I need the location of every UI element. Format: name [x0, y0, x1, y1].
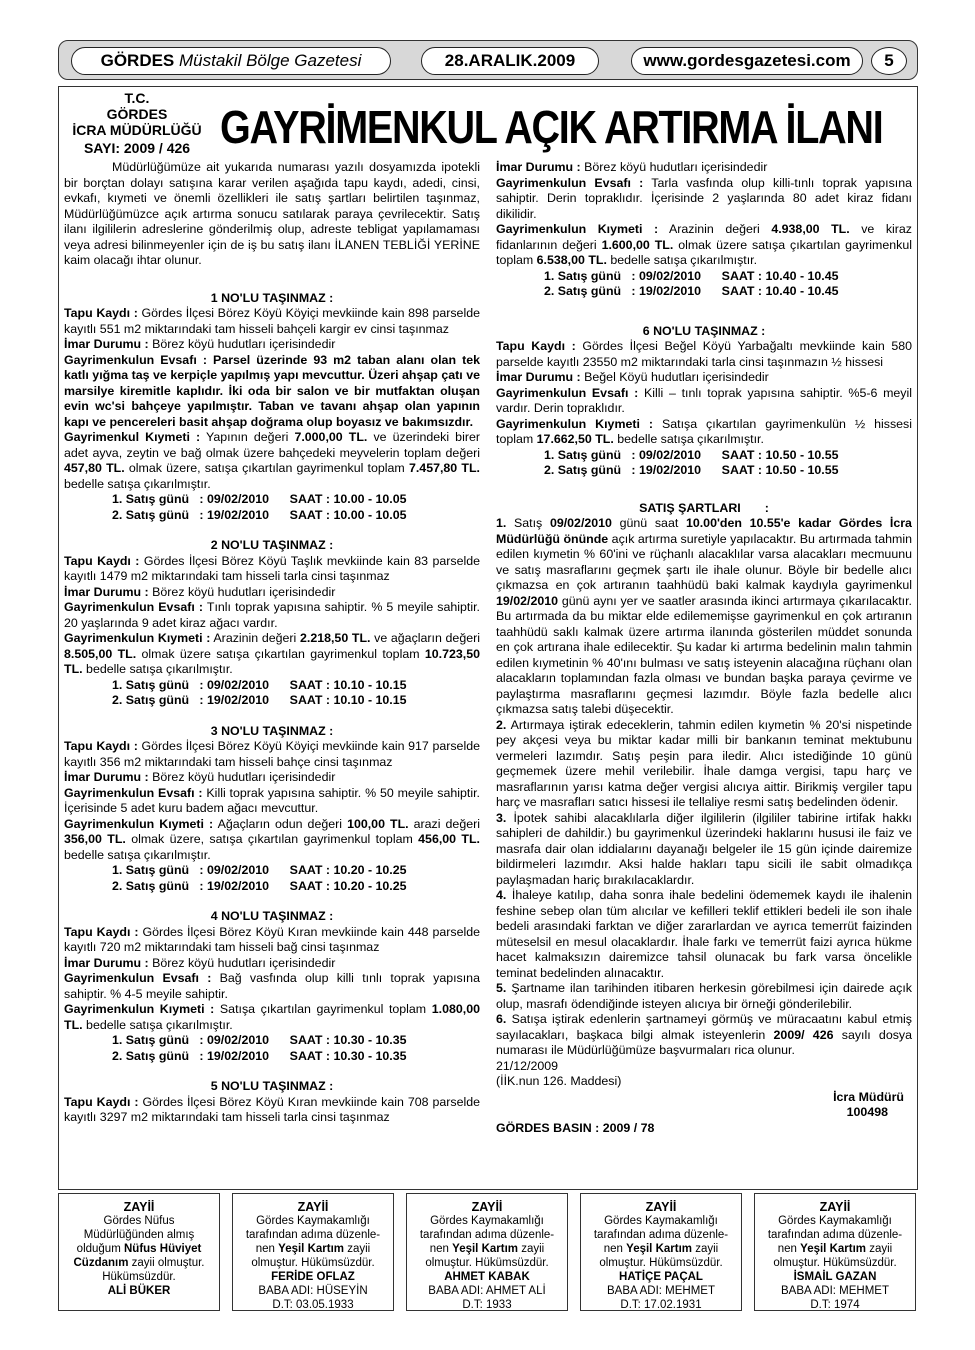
signature-number: 100498 — [846, 1105, 888, 1119]
t5-kiymet: Gayrimenkulun Kıymeti : Arazinin değeri 4.938,00 TL. ve kiraz fidanlarının değeri 1.600,00 TL. olmak üzere satışa çıkartılan gayrimenkul toplam 6.538,00 TL. bedelle satışa çıkarılmıştır. — [496, 222, 912, 267]
t6-heading: 6 NO'LU TAŞINMAZ : — [642, 323, 766, 338]
condition-4: 4. İhaleye katılıp, daha sonra ihale bedelini ödememek kaydı ile ihalenin feshine sebep olan tüm alıcılar ve kefilleri teklif ettikleri bedeli ile son ihale bedeli arasındaki farktan ve diğer zararlardan ve ayrıca temerrüt faizinden müteselsil en mesul olacaklardır. İhale farkı ve temerrüt faizi ayrıca hükme hacet kalmaksızın dairemizce tahsil olunacak bu fark varsa öncelikle teminat bedelinden alınacaktır. — [496, 888, 912, 980]
lost-notice-2: ZAYİİ Gördes Kaymakamlığı tarafından adıma düzenle- nen Yeşil Kartım zayii olmuştur. Hükümsüzdür. FERİDE OFLAZ BABA ADI: HÜSEYİN D.T: 03.05.1933 — [232, 1193, 394, 1311]
t4-heading: 4 NO'LU TAŞINMAZ : — [210, 909, 334, 923]
office-line-2: GÖRDES — [106, 106, 168, 122]
condition-1: 1. Satış 09/02/2010 günü saat 10.00'den 10.55'e kadar Gördes İcra Müdürlüğü önünde açık artırma suretiyle yapılacaktır. Bu artırmada tahmin edilen kıymetin % 60'ini ve rüçhanlı alacaklılar varsa alacakları mecmuunu ve satış masraflarını geçmek şartı ile ihale olunur. Böyle bir bedelle alıcı çıkmazsa en çok artıranın taahhüdü baki kalmak kaydıyla gayrimenkul 19/02/2010 günü aynı yer ve saatler arasında ikinci artırmaya çıkarılacaktır. Bu artırmada da bu miktar elde edilememişse gayrimenkul en çok artıranın taahhüdü saklı kalmak üzere artırma ilanında gösterilen müddet sonunda en çok artırana ihale edilecektir. Şu kadar ki artırma bedelinin malın tahmin edilen kıymetinin % 40'ını bulması ve satış isteyenin alacağına rüçhanı olan alacakların toplamından fazla olması ve bundan başka paraya çevirme ve paylaştırma masraflarını geçmesi lazımdır. Böyle fazla bedelle alıcı çıkmazsa satış talebi düşecektir. — [496, 516, 912, 716]
office-line-1: T.C. — [124, 90, 150, 106]
lost-notices — [58, 1193, 916, 1315]
t4-sale-2: 2. Satış günü : 19/02/2010 SAAT : 10.30 - 10.35 — [112, 1048, 407, 1063]
t1-imar: İmar Durumu : Börez köyü hudutları içerisindedir — [64, 337, 336, 351]
masthead-bar — [58, 40, 918, 80]
lost-notice-5: ZAYİİ Gördes Kaymakamlığı tarafından adıma düzenle- nen Yeşil Kartım zayii olmuştur. Hükümsüzdür. İSMAİL GAZAN BABA ADI: MEHMET D.T: 1974 — [754, 1193, 916, 1311]
t2-sale-2: 2. Satış günü : 19/02/2010 SAAT : 10.10 - 10.15 — [112, 693, 407, 707]
t3-imar: İmar Durumu : Börez köyü hudutları içerisindedir — [64, 770, 336, 784]
t4-evsaf: Gayrimenkulun Evsafı : Bağ vasfında olup killi tınlı toprak yapısına sahiptir. % 4-5 meyile sahiptir. — [64, 971, 480, 1001]
t3-heading: 3 NO'LU TAŞINMAZ : — [210, 723, 334, 738]
t5-tapu: Tapu Kaydı : Gördes İlçesi Börez Köyü Kıran mevkiinde kain 708 parselde kayıtlı 3297 m2 miktarındaki tam hisseli tarla cinsi taşınmaz — [64, 1094, 480, 1124]
t2-evsaf: Gayrimenkulun Evsafı : Tınlı toprak yapısına sahiptir. % 5 meyile sahiptir. 20 yaşlarında 9 adet kiraz ağacı vardır. — [64, 600, 480, 630]
office-line-3: İCRA MÜDÜRLÜĞÜ — [72, 122, 202, 138]
t4-imar: İmar Durumu : Börez köyü hudutları içerisindedir — [64, 955, 336, 970]
condition-2: 2. Artırmaya iştirak edeceklerin, tahmin edilen kıymetin % 20'si nispetinde pey akçesi veya bu miktar kadar milli bir bankanın teminat mektubunu vermeleri lazımdır. Satış peşin para iledir. Alıcı istediğinde 10 günü geçmemek üzere mehil verilebilir. İhale damga vergisi, tapu harç ve masraflarının yarısı katma değer vergisi alıcıya aittir. Birikmiş vergiler tapu harç ve masrafları satıcı hissesi ile tellaliye resmi satış bedelinden ödenir. — [496, 717, 912, 809]
t2-imar: İmar Durumu : Börez köyü hudutları içerisindedir — [64, 584, 336, 599]
left-column — [64, 160, 480, 1126]
t6-sale-1: 1. Satış günü : 09/02/2010 SAAT : 10.50 - 10.55 — [544, 447, 839, 462]
website[interactable]: www.gordesgazetesi.com — [631, 47, 863, 75]
lost-notice-1: ZAYİİ Gördes Nüfus Müdürlüğünden almış olduğum Nüfus Hüviyet Cüzdanım zayii olmuştur. Hükümsüzdür. ALİ BÜKER — [58, 1193, 220, 1311]
t3-sale-1: 1. Satış günü : 09/02/2010 SAAT : 10.20 - 10.25 — [112, 863, 407, 877]
t6-kiymet: Gayrimenkulun Kıymeti : Satışa çıkartılan gayrimenkulün ½ hissesi toplam 17.662,50 TL. bedelle satışa çıkarılmıştır. — [496, 416, 912, 446]
t1-evsaf: Gayrimenkulun Evsafı : Parsel üzerinde 93 m2 taban alanı olan tek katlı yığma taş ve kerpiçle yapılmış yapı mevcuttur. Üzeri ahşap çatı ve marsilye kiremitle kaplıdır. İki oda bir salon ve bir mutfaktan oluşan evin wc'si bahçeye yapılmıştır. Taban ve tavanı ahşap olan yapının kapı ve pencereleri basit ahşap doğrama olup boyasız ve bakımsızdır. — [64, 352, 480, 429]
lost-notice-4: ZAYİİ Gördes Kaymakamlığı tarafından adıma düzenle- nen Yeşil Kartım zayii olmuştur. Hükümsüzdür. HATİÇE PAÇAL BABA ADI: MEHMET D.T: 17.02.1931 — [580, 1193, 742, 1311]
paper-name-pill — [71, 47, 391, 75]
condition-5: 5. Şartname ilan tarihinden itibaren herkesin görebilmesi için dairede açık olup, masrafı ödendiğinde isteyen alıcıya bir örneği gönderilebilir. — [496, 981, 912, 1011]
t4-tapu: Tapu Kaydı : Gördes İlçesi Börez Köyü Kıran mevkiinde kain 448 parselde kayıtlı 720 m2 miktarındaki tam hisseli bağ cinsi taşınmaz — [64, 924, 480, 954]
paper-name: GÖRDES — [100, 51, 175, 70]
t2-heading: 2 NO'LU TAŞINMAZ : — [210, 538, 334, 552]
t6-evsaf: Gayrimenkulun Evsafı : Killi – tınlı toprak yapısına sahiptir. %5-6 meyil vardır. Derin topraklıdır. — [496, 385, 912, 415]
page-number: 5 — [871, 47, 907, 75]
t1-sale-1: 1. Satış günü : 09/02/2010 SAAT : 10.00 - 10.05 — [112, 492, 407, 506]
intro-text: Müdürlüğümüze ait yukarıda numarası yazılı dosyamızda ipotekli bir borçtan dolayı satışına karar verilen aşağıda tapu kaydı, adedi, cinsi, evkafı, kıymeti ve önemli özellikleri ile satış şartları belirtilen taşınmaz, Müdürlüğümüzce açık artırma sonucu satılarak paraya çevrilecektir. Satış ilanı ilgililerin adreslerine gönderilmiş olup, adreste tebligat yapılamaması veya adresi bilinmeyenler için de iş bu satış ilanı İLANEN TEBLİĞİ YERİNE kaim olacağı ihtar olunur. — [64, 160, 480, 267]
t5-imar: İmar Durumu : Börez köyü hudutları içerisindedir — [496, 160, 768, 174]
t1-sale-2: 2. Satış günü : 19/02/2010 SAAT : 10.00 - 10.05 — [112, 507, 407, 522]
t5-sale-1: 1. Satış günü : 09/02/2010 SAAT : 10.40 - 10.45 — [544, 268, 839, 283]
t6-imar: İmar Durumu : Beğel Köyü hudutları içerisindedir — [496, 370, 769, 384]
t5-sale-2: 2. Satış günü : 19/02/2010 SAAT : 10.40 - 10.45 — [544, 284, 839, 298]
t6-sale-2: 2. Satış günü : 19/02/2010 SAAT : 10.50 - 10.55 — [544, 463, 839, 477]
paper-subtitle: Müstakil Bölge Gazetesi — [179, 51, 362, 70]
t5-heading: 5 NO'LU TAŞINMAZ : — [210, 1079, 334, 1093]
page-title: GAYRİMENKUL AÇIK ARTIRMA İLANI — [220, 101, 883, 153]
issue-date: 28.ARALIK.2009 — [421, 47, 599, 75]
t3-tapu: Tapu Kaydı : Gördes İlçesi Börez Köyü Köyiçi mevkiinde kain 917 parselde kayıtlı 356 m2 miktarındaki tam hisseli bahçe cinsi taşınmaz — [64, 739, 480, 769]
condition-3: 3. İpotek sahibi alacaklılarla diğer ilgililerin (ilgililer tabirine irtifak hakkı sahipleri de dahildir.) bu gayrimenkul üzerindeki haklarını hususi ile faiz ve masrafa dair olan iddialarını dayanağı belgeler ile 15 gün içinde dairemize bildirmeleri lazımdır. Aksi halde hakları tapu sicili ile sabit olmadıkça paylaşmadan hariç bırakılacaklardır. — [496, 810, 912, 887]
signature-title: İcra Müdürü — [833, 1089, 904, 1104]
t1-kiymet: Gayrimenkul Kıymeti : Yapının değeri 7.000,00 TL. ve üzerindeki birer adet ayva, zeytin ve bağ olmak üzere bahçedeki meyvelerin toplam değeri 457,80 TL. olmak üzere, satışa çıkartılan gayrimenkul toplam 7.457,80 TL. bedelle satışa çıkarılmıştır. — [64, 430, 480, 491]
t3-evsaf: Gayrimenkulun Evsafı : Killi toprak yapısına sahiptir. % 50 meyile sahiptir. İçerisinde 5 adet kuru badem ağacı mevcuttur. — [64, 785, 480, 815]
press-number: GÖRDES BASIN : 2009 / 78 — [496, 1120, 655, 1135]
t4-kiymet: Gayrimenkulun Kıymeti : Satışa çıkartılan gayrimenkul toplam 1.080,00 TL. bedelle satışa çıkarılmıştır. — [64, 1002, 480, 1032]
file-number: SAYI: 2009 / 426 — [83, 140, 191, 156]
t2-tapu: Tapu Kaydı : Gördes İlçesi Börez Köyü Taşlık mevkiinde kain 83 parselde kayıtlı 1479 m2 miktarındaki tam hisseli tarla cinsi taşınmaz — [64, 553, 480, 583]
t1-heading: 1 NO'LU TAŞINMAZ : — [210, 290, 334, 305]
law-reference: (İİK.nun 126. Maddesi) — [496, 1074, 622, 1088]
t3-kiymet: Gayrimenkulun Kıymeti : Ağaçların odun değeri 100,00 TL. arazi değeri 356,00 TL. olmak üzere, satışa çıkartılan gayrimenkul toplam 456,00 TL. bedelle satışa çıkarılmıştır. — [64, 816, 480, 862]
t2-sale-1: 1. Satış günü : 09/02/2010 SAAT : 10.10 - 10.15 — [112, 677, 407, 692]
t6-tapu: Tapu Kaydı : Gördes İlçesi Beğel Köyü Yarbağaltı mevkiinde kain 580 parselde kayıtlı 23550 m2 miktarındaki tarla cinsi taşınmazın ½ hissesi — [496, 339, 913, 369]
lost-notice-3: ZAYİİ Gördes Kaymakamlığı tarafından adıma düzenle- nen Yeşil Kartım zayii olmuştur. Hükümsüzdür. AHMET KABAK BABA ADI: AHMET ALİ D.T: 1933 — [406, 1193, 568, 1311]
t2-kiymet: Gayrimenkulun Kıymeti : Arazinin değeri 2.218,50 TL. ve ağaçların değeri 8.505,00 TL. olmak üzere satışa çıkartılan gayrimenkul toplam 10.723,50 TL. bedelle satışa çıkarılmıştır. — [64, 631, 480, 676]
conditions-heading: SATIŞ ŞARTLARI : — [639, 500, 769, 515]
t3-sale-2: 2. Satış günü : 19/02/2010 SAAT : 10.20 - 10.25 — [112, 878, 407, 893]
right-column — [496, 160, 912, 1136]
condition-6: 6. Satışa iştirak edenlerin şartnameyi görmüş ve müracaatını kabul etmiş sayılacakları, başkaca bilgi almak isteyenlerin 2009/ 426 sayılı dosya numarası ile Müdürlüğümüze başvurmaları rica olunur. — [496, 1012, 912, 1057]
notice-date: 21/12/2009 — [496, 1058, 559, 1073]
t5-evsaf: Gayrimenkulun Evsafı : Tarla vasfında olup killi-tınlı toprak yapısına sahiptir. Derin topraklıdır. İçerisinde 2 yaşlarında 80 adet kiraz fidanı dikilidir. — [496, 175, 912, 221]
t1-tapu: Tapu Kaydı : Gördes İlçesi Börez Köyü Köyiçi mevkiinde kain 898 parselde kayıtlı 551 m2 miktarındaki tam hisseli bahçeli kargir ev cinsi taşınmaz — [64, 306, 480, 336]
t4-sale-1: 1. Satış günü : 09/02/2010 SAAT : 10.30 - 10.35 — [112, 1033, 407, 1047]
